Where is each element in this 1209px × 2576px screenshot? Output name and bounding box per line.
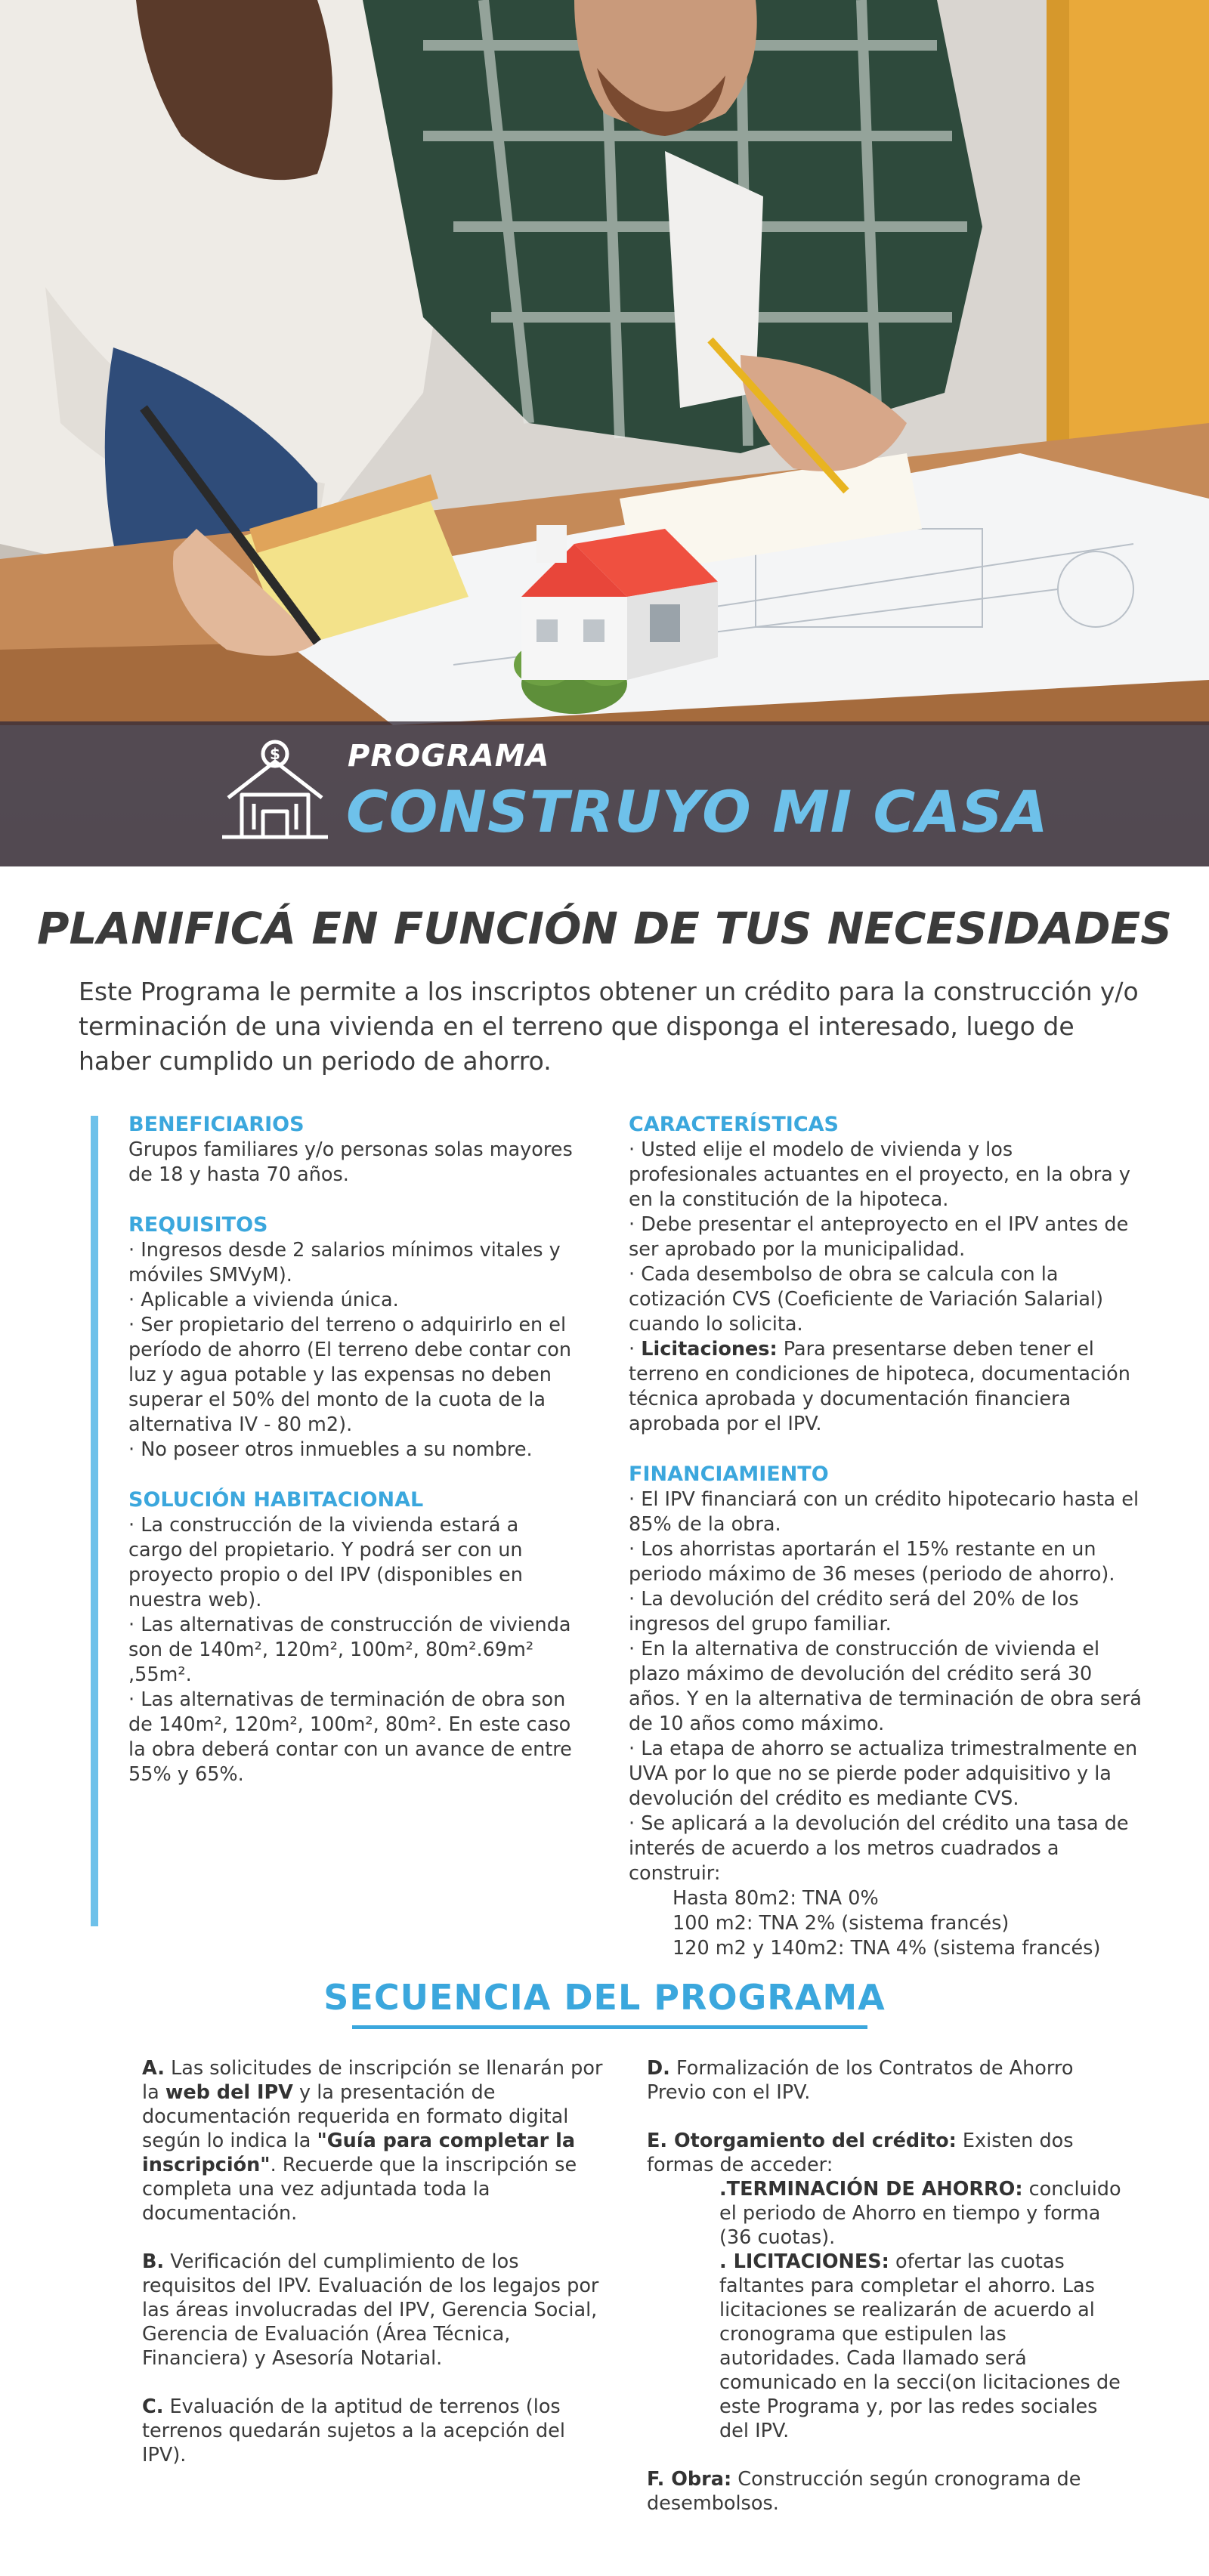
list-item: · La etapa de ahorro se actualiza trimestralmente en UVA por lo que no se pierde poder adquisitivo y la devolución del crédito es mediante CVS. — [629, 1737, 1138, 1810]
intro-paragraph: Este Programa le permite a los inscriptos obtener un crédito para la construcción y/o terminación de una vivienda en el terreno que disponga el interesado, luego de haber cumplido un periodo de ahorro. — [79, 977, 1139, 1076]
rate-item: 120 m2 y 140m2: TNA 4% (sistema francés) — [673, 1937, 1101, 1960]
step-e — [647, 2129, 1130, 2177]
list-item: · Los ahorristas aportarán el 15% restante en un periodo máximo de 36 meses (periodo de ahorro). — [629, 1538, 1115, 1586]
solucion-section — [128, 1487, 574, 1787]
step-e2 — [647, 2250, 1130, 2443]
step-b — [142, 2250, 603, 2371]
list-item: · Licitaciones: Para presentarse deben tener el terreno en condiciones de hipoteca, documentación técnica aprobada y documentación financiera aprobada por el IPV. — [629, 1338, 1130, 1435]
rate-item: Hasta 80m2: TNA 0% — [673, 1887, 879, 1910]
step-e-text: Existen dos formas de acceder: — [647, 2130, 1074, 2176]
list-item: · Usted elije el modelo de vivienda y los profesionales actuantes en el proyecto, en la obra y en la constitución de la hipoteca. — [629, 1138, 1130, 1211]
step-e2-text: ofertar las cuotas faltantes para completar el ahorro. Las licitaciones se realizarán de acuerdo al cronograma que estipulen las autoridades. Cada llamado será comunicado en la secci(on licitaciones de este Programa y, por las redes sociales del IPV. — [719, 2250, 1121, 2442]
licitaciones-text: Para presentarse deben tener el terreno en condiciones de hipoteca, documentación técnica aprobada y documentación financiera aprobada por el IPV. — [629, 1338, 1130, 1435]
step-e1 — [647, 2177, 1130, 2250]
solucion-heading: SOLUCIÓN HABITACIONAL — [128, 1488, 424, 1512]
step-f — [647, 2467, 1130, 2516]
list-item: · Ingresos desde 2 salarios mínimos vitales y móviles SMVyM). — [128, 1239, 561, 1286]
list-item: · Las alternativas de construcción de vivienda son de 140m², 120m², 100m², 80m².69m² ,55m². — [128, 1614, 571, 1686]
step-e1-text: concluido el periodo de Ahorro en tiempo y forma (36 cuotas). — [719, 2178, 1121, 2249]
svg-text:$: $ — [270, 745, 280, 763]
left-column — [128, 1112, 574, 1812]
step-d-label: D. — [647, 2057, 670, 2080]
sequence-underline — [352, 2025, 867, 2029]
financiamiento-section — [629, 1462, 1143, 1961]
list-item: · Se aplicará a la devolución del crédito una tasa de interés de acuerdo a los metros cuadrados a construir: — [629, 1812, 1129, 1885]
list-item: · Aplicable a vivienda única. — [128, 1289, 399, 1311]
list-item: · Cada desembolso de obra se calcula con la cotización CVS (Coeficiente de Variación Salarial) cuando lo solicita. — [629, 1263, 1104, 1336]
rate-item: 100 m2: TNA 2% (sistema francés) — [673, 1912, 1010, 1935]
right-column — [629, 1112, 1143, 1986]
step-f-text: Construcción según cronograma de desembolsos. — [647, 2468, 1081, 2515]
step-f-label: F. Obra: — [647, 2468, 732, 2491]
sequence-left-column — [142, 2056, 603, 2491]
list-item: · Debe presentar el anteproyecto en el IPV antes de ser aprobado por la municipalidad. — [629, 1213, 1129, 1261]
requisitos-section — [128, 1212, 574, 1463]
beneficiarios-text: Grupos familiares y/o personas solas mayores de 18 y hasta 70 años. — [128, 1138, 573, 1186]
list-item: · El IPV financiará con un crédito hipotecario hasta el 85% de la obra. — [629, 1488, 1139, 1536]
step-b-label: B. — [142, 2250, 165, 2273]
caracteristicas-heading: CARACTERÍSTICAS — [629, 1113, 839, 1136]
list-item: · No poseer otros inmuebles a su nombre. — [128, 1438, 533, 1461]
list-item: · La devolución del crédito será del 20% de los ingresos del grupo familiar. — [629, 1588, 1079, 1635]
web-ipv-link-text: web del IPV — [165, 2081, 293, 2104]
sequence-right-column — [647, 2056, 1130, 2540]
beneficiarios-section — [128, 1112, 574, 1188]
list-item: · Ser propietario del terreno o adquirirlo en el período de ahorro (El terreno debe contar con luz y agua potable y las expensas no deben superar el 50% del monto de la cuota de la alternativa IV - 80 m2). — [128, 1314, 572, 1436]
step-a — [142, 2056, 603, 2225]
house-money-icon — [221, 739, 329, 848]
list-item: · La construcción de la vivienda estará a cargo del propietario. Y podrá ser con un proyecto propio o del IPV (disponibles en nuestra web). — [128, 1514, 523, 1611]
accent-bar — [91, 1116, 98, 1926]
requisitos-heading: REQUISITOS — [128, 1213, 268, 1237]
step-a-label: A. — [142, 2057, 165, 2080]
sequence-title: SECUENCIA DEL PROGRAMA — [323, 1977, 886, 2018]
list-item: · Las alternativas de terminación de obra son de 140m², 120m², 100m², 80m². En este caso la obra deberá contar con un avance de entre 55% y 65%. — [128, 1688, 572, 1786]
step-e2-label: . LICITACIONES: — [719, 2250, 889, 2273]
list-item: · En la alternativa de construcción de vivienda el plazo máximo de devolución del crédito será 30 años. Y en la alternativa de terminación de obra será de 10 años como máximo. — [629, 1638, 1142, 1735]
financiamiento-heading: FINANCIAMIENTO — [629, 1463, 829, 1486]
step-a-text: Las solicitudes de inscripción se llenarán por la — [142, 2057, 603, 2104]
beneficiarios-heading: BENEFICIARIOS — [128, 1113, 305, 1136]
step-a-text: y la presentación de documentación requerida en formato digital según lo indica la — [142, 2081, 569, 2152]
step-d-text: Formalización de los Contratos de Ahorro Previo con el IPV. — [647, 2057, 1074, 2104]
step-c-label: C. — [142, 2395, 164, 2418]
step-d — [647, 2056, 1130, 2105]
step-a-text: . Recuerde que la inscripción se completa una vez adjuntada toda la documentación. — [142, 2154, 577, 2225]
step-e-label: E. Otorgamiento del crédito: — [647, 2130, 957, 2152]
page-headline: PLANIFICÁ EN FUNCIÓN DE TUS NECESIDADES — [37, 903, 1172, 954]
licitaciones-label: Licitaciones: — [641, 1338, 778, 1361]
step-c-text: Evaluación de la aptitud de terrenos (los terrenos quedarán sujetos a la acepción del IPV). — [142, 2395, 565, 2466]
guide-title-text: "Guía para completar la inscripción" — [142, 2130, 576, 2176]
caracteristicas-section — [629, 1112, 1143, 1437]
step-e1-label: .TERMINACIÓN DE AHORRO: — [719, 2178, 1023, 2201]
banner-subtitle: PROGRAMA — [348, 739, 550, 774]
step-c — [142, 2395, 603, 2467]
step-b-text: Verificación del cumplimiento de los requisitos del IPV. Evaluación de los legajos por las áreas involucradas del IPV, Gerencia Social, Gerencia de Evaluación (Área Técnica, Financiera) y Asesoría Notarial. — [142, 2250, 599, 2370]
banner-title: CONSTRUYO MI CASA — [346, 778, 1049, 845]
